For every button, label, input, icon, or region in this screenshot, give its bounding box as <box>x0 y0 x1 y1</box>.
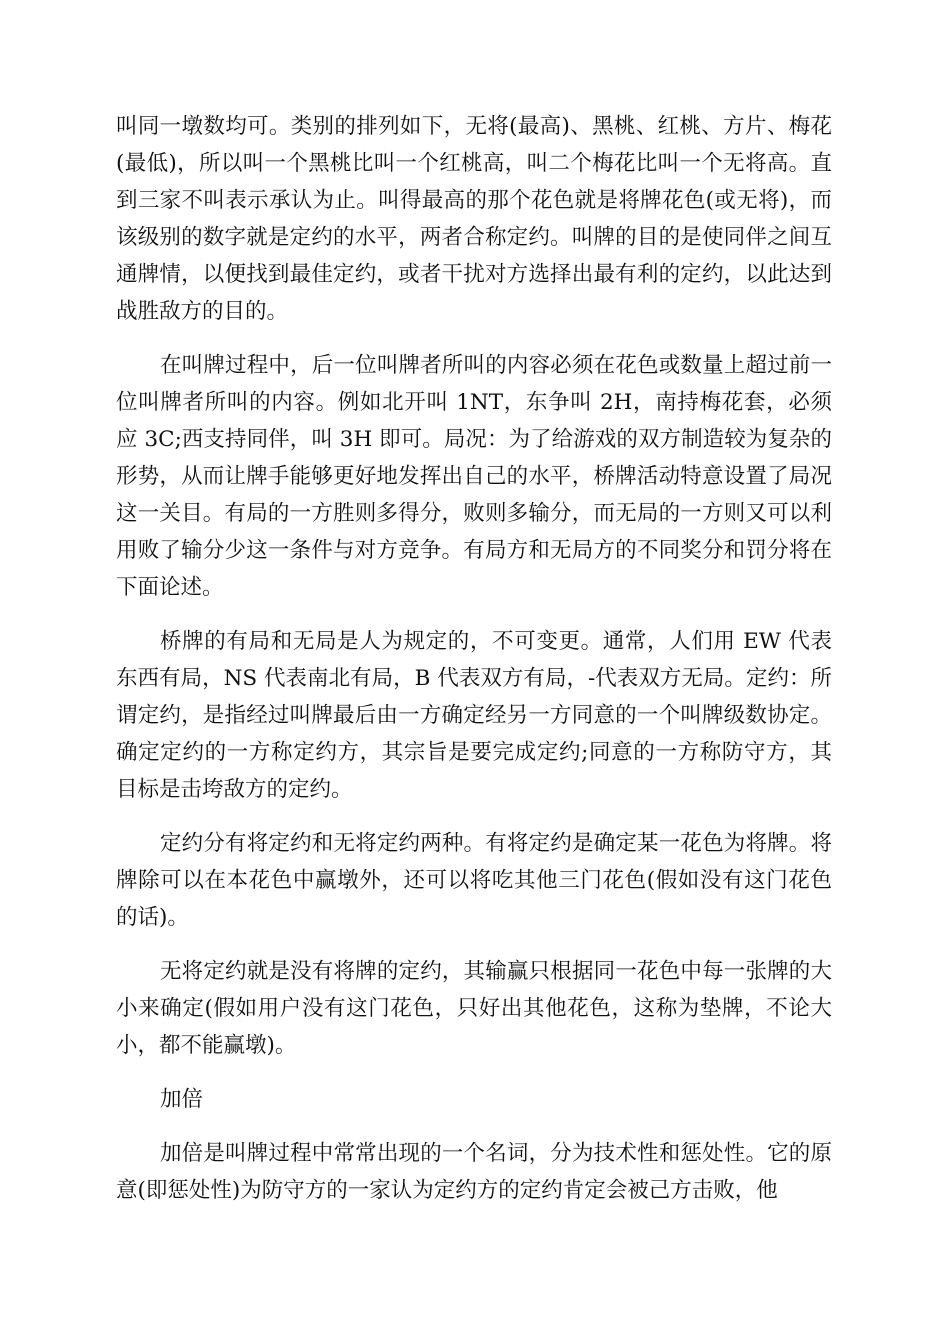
paragraph-bidding-order: 叫同一墩数均可。类别的排列如下，无将(最高)、黑桃、红桃、方片、梅花(最低)，所以叫一个黑桃比叫一个红桃高，叫二个梅花比叫一个无将高。直到三家不叫表示承认为止。叫得最高的那个花色就是将牌花色(或无将)，而该级别的数字就是定约的水平，两者合称定约。叫牌的目的是使同伴之间互通牌情，以便找到最佳定约，或者干扰对方选择出最有利的定约，以此达到战胜敌方的目的。 <box>116 114 832 324</box>
section-heading-double: 加倍 <box>160 1087 204 1112</box>
paragraph-vulnerability-contract: 桥牌的有局和无局是人为规定的，不可变更。通常，人们用 EW 代表东西有局，NS 代表南北有局，B 代表双方有局，-代表双方无局。定约：所谓定约，是指经过叫牌最后由一方确定经另一方同意的一个叫牌级数协定。确定定约的一方称定约方，其宗旨是要完成定约;同意的一方称防守方，其目标是击垮敌方的定约。 <box>116 629 832 802</box>
paragraph-bidding-process: 在叫牌过程中，后一位叫牌者所叫的内容必须在花色或数量上超过前一位叫牌者所叫的内容。例如北开叫 1NT，东争叫 2H，南持梅花套，必须应 3C;西支持同伴，叫 3H 即可。局况：为了给游戏的双方制造较为复杂的形势，从而让牌手能够更好地发挥出自己的水平，桥牌活动特意设置了局况这一关目。有局的一方胜则多得分，败则多输分，而无局的一方则又可以利用败了输分少这一条件与对方竞争。有局方和无局方的不同奖分和罚分将在下面论述。 <box>116 353 832 600</box>
paragraph-double: 加倍是叫牌过程中常常出现的一个名词，分为技术性和惩处性。它的原意(即惩处性)为防守方的一家认为定约方的定约肯定会被己方击败，他 <box>116 1141 832 1203</box>
paragraph-trump-contract: 定约分有将定约和无将定约两种。有将定约是确定某一花色为将牌。将牌除可以在本花色中赢墩外，还可以将吃其他三门花色(假如没有这门花色的话)。 <box>116 831 832 930</box>
paragraph-notrump-contract: 无将定约就是没有将牌的定约，其输赢只根据同一花色中每一张牌的大小来确定(假如用户没有这门花色，只好出其他花色，这称为垫牌，不论大小，都不能赢墩)。 <box>116 959 832 1058</box>
document-page <box>116 108 832 1226</box>
